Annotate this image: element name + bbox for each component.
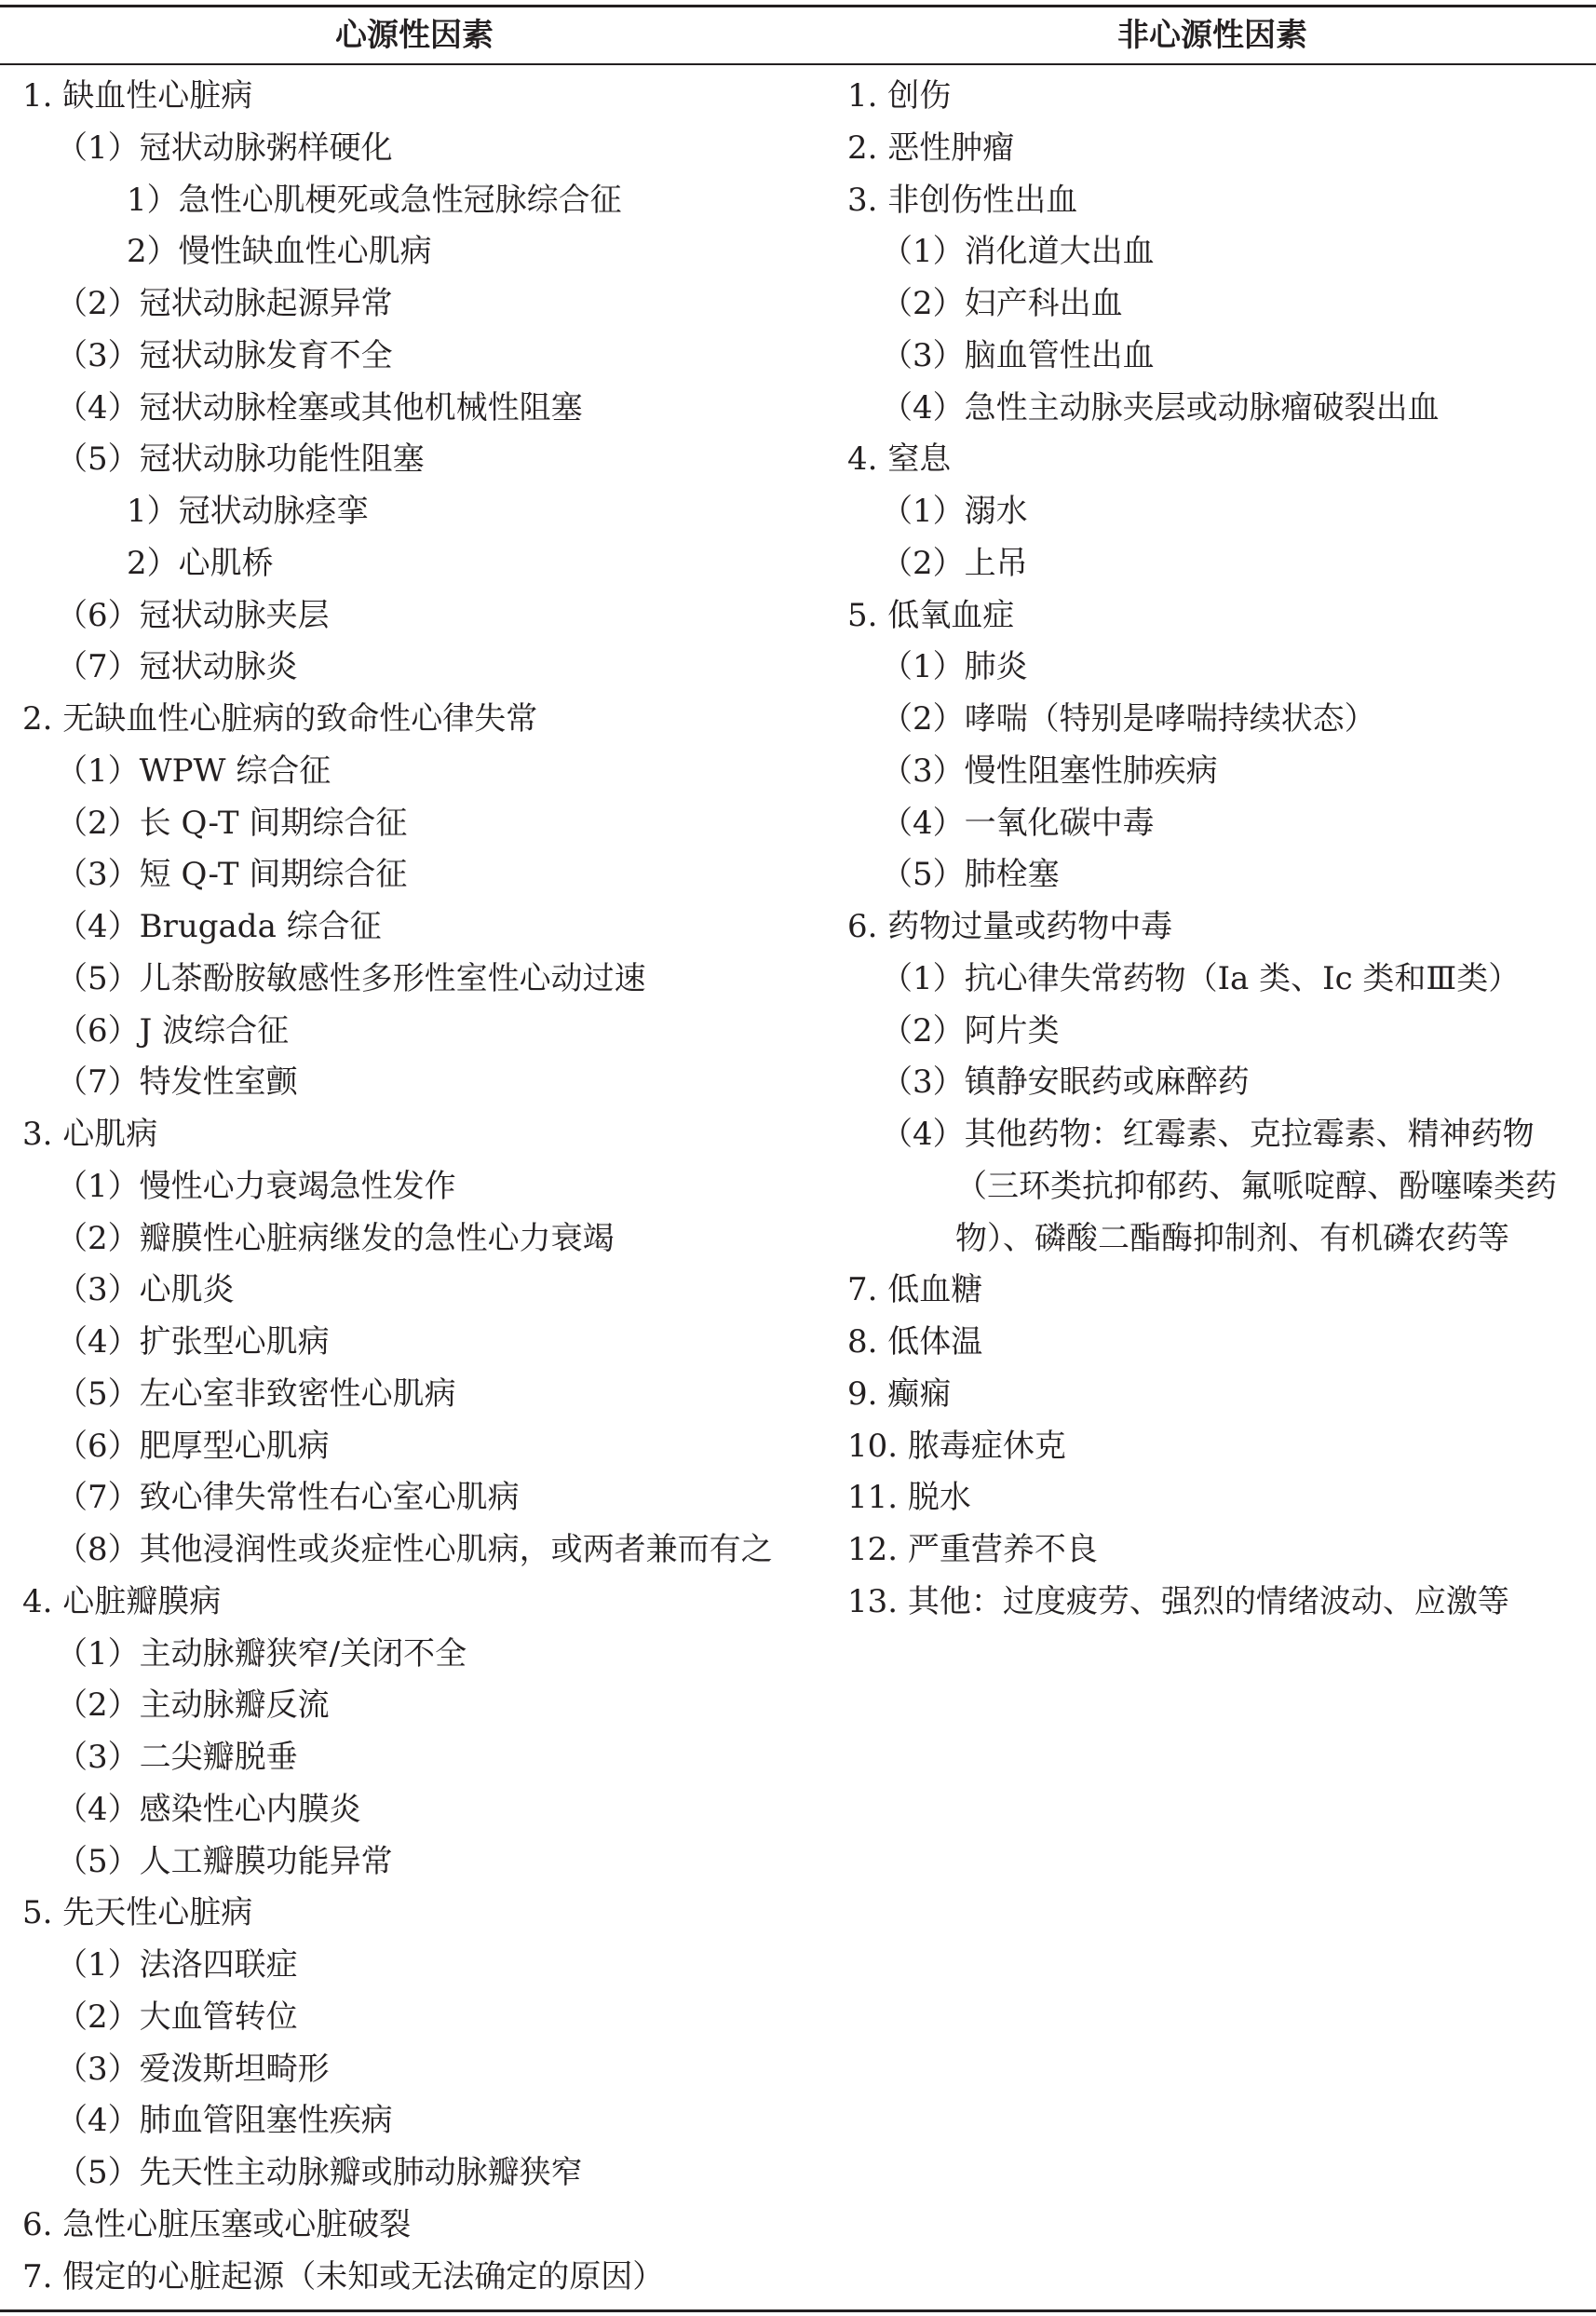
list-item: 5. 低氧血症 xyxy=(847,596,1015,634)
list-item: （4）其他药物：红霉素、克拉霉素、精神药物 xyxy=(881,1116,1535,1153)
list-item: （2）主动脉瓣反流 xyxy=(56,1686,330,1725)
list-item: （4）感染性心内膜炎 xyxy=(56,1790,361,1828)
list-item: 3. 心肌病 xyxy=(22,1116,158,1153)
list-item: 1）冠状动脉痉挛 xyxy=(127,493,369,530)
list-item: 4. 心脏瓣膜病 xyxy=(22,1582,222,1620)
list-item: 8. 低体温 xyxy=(847,1323,983,1361)
list-item: （3）脑血管性出血 xyxy=(881,336,1155,374)
list-item: （2）妇产科出血 xyxy=(881,285,1123,322)
list-item: （7）特发性室颤 xyxy=(56,1063,298,1102)
list-item: （3）二尖瓣脱垂 xyxy=(56,1739,298,1776)
list-item: 2. 恶性肿瘤 xyxy=(847,129,1015,167)
list-item: （3）爱泼斯坦畸形 xyxy=(56,2050,330,2088)
list-item: （5）儿茶酚胺敏感性多形性室性心动过速 xyxy=(56,959,646,997)
table-top-rule xyxy=(0,5,1596,7)
list-item: 9. 癫痫 xyxy=(847,1375,952,1413)
table-bottom-rule xyxy=(0,2309,1596,2312)
list-item: （4）急性主动脉夹层或动脉瘤破裂出血 xyxy=(881,388,1440,427)
list-item: 1）急性心肌梗死或急性冠脉综合征 xyxy=(127,181,622,219)
list-item: （1）肺炎 xyxy=(881,648,1028,686)
list-item: 11. 脱水 xyxy=(847,1479,971,1517)
list-item: （5）先天性主动脉瓣或肺动脉瓣狭窄 xyxy=(56,2154,583,2191)
list-item: 7. 低血糖 xyxy=(847,1271,983,1309)
list-item: 6. 药物过量或药物中毒 xyxy=(847,908,1173,945)
list-item: （6）肥厚型心肌病 xyxy=(56,1427,330,1465)
column-header-cardiac: 心源性因素 xyxy=(335,17,494,54)
list-item: （4）肺血管阻塞性疾病 xyxy=(56,2102,393,2140)
list-item: 13. 其他：过度疲劳、强烈的情绪波动、应激等 xyxy=(847,1582,1509,1620)
list-item: 物）、磷酸二酯酶抑制剂、有机磷农药等 xyxy=(955,1219,1509,1257)
list-item: （1）WPW 综合征 xyxy=(56,752,331,790)
list-item: 6. 急性心脏压塞或心脏破裂 xyxy=(22,2205,412,2243)
list-item: （5）人工瓣膜功能异常 xyxy=(56,1842,393,1880)
list-item: 3. 非创伤性出血 xyxy=(847,181,1078,219)
list-item: （3）冠状动脉发育不全 xyxy=(56,336,393,374)
list-item: 2. 无缺血性心脏病的致命性心律失常 xyxy=(22,700,538,738)
list-item: 1. 创伤 xyxy=(847,77,952,115)
list-item: 2）慢性缺血性心肌病 xyxy=(127,233,432,271)
list-item: （7）致心律失常性右心室心肌病 xyxy=(56,1479,520,1517)
list-item: （5）左心室非致密性心肌病 xyxy=(56,1375,456,1413)
list-item: （3）慢性阻塞性肺疾病 xyxy=(881,752,1218,790)
list-item: （5）冠状动脉功能性阻塞 xyxy=(56,440,425,479)
list-item: （4）Brugada 综合征 xyxy=(56,908,382,945)
list-item: （8）其他浸润性或炎症性心肌病，或两者兼而有之 xyxy=(56,1531,773,1568)
list-item: （2）上吊 xyxy=(881,544,1028,582)
list-item: （1）冠状动脉粥样硬化 xyxy=(56,129,393,167)
list-item: （6）冠状动脉夹层 xyxy=(56,596,330,634)
list-item: （2）长 Q-T 间期综合征 xyxy=(56,804,408,842)
list-item: （2）哮喘（特别是哮喘持续状态） xyxy=(881,700,1376,738)
list-item: 1. 缺血性心脏病 xyxy=(22,77,253,115)
list-item: （7）冠状动脉炎 xyxy=(56,648,298,686)
list-item: （1）消化道大出血 xyxy=(881,233,1155,271)
list-item: 10. 脓毒症休克 xyxy=(847,1427,1066,1465)
list-item: （1）溺水 xyxy=(881,493,1028,530)
list-item: （2）瓣膜性心脏病继发的急性心力衰竭 xyxy=(56,1219,615,1257)
list-item: 4. 窒息 xyxy=(847,440,952,479)
list-item: 12. 严重营养不良 xyxy=(847,1531,1098,1568)
list-item: （5）肺栓塞 xyxy=(881,856,1060,894)
list-item: （3）镇静安眠药或麻醉药 xyxy=(881,1063,1250,1102)
list-item: （4）冠状动脉栓塞或其他机械性阻塞 xyxy=(56,388,583,427)
list-item: （3）短 Q-T 间期综合征 xyxy=(56,856,408,894)
list-item: 2）心肌桥 xyxy=(127,544,274,582)
list-item: 5. 先天性心脏病 xyxy=(22,1894,253,1932)
list-item: （2）大血管转位 xyxy=(56,1998,298,2036)
list-item: （1）法洛四联症 xyxy=(56,1946,298,1984)
header-divider-rule xyxy=(0,63,1596,65)
list-item: （4）扩张型心肌病 xyxy=(56,1323,330,1361)
list-item: （1）抗心律失常药物（Ⅰa 类、Ⅰc 类和Ⅲ类） xyxy=(881,959,1521,997)
list-item: （2）冠状动脉起源异常 xyxy=(56,285,393,322)
list-item: （1）慢性心力衰竭急性发作 xyxy=(56,1167,456,1205)
list-item: （1）主动脉瓣狭窄/关闭不全 xyxy=(56,1634,467,1673)
list-item: （三环类抗抑郁药、氟哌啶醇、酚噻嗪类药 xyxy=(955,1167,1557,1205)
list-item: （4）一氧化碳中毒 xyxy=(881,804,1155,842)
noncardiac-causes-column xyxy=(847,71,1583,1629)
list-item: （6）J 波综合征 xyxy=(56,1011,290,1050)
column-header-noncardiac: 非心源性因素 xyxy=(1117,17,1307,54)
list-item: （3）心肌炎 xyxy=(56,1271,235,1309)
list-item: 7. 假定的心脏起源（未知或无法确定的原因） xyxy=(22,2257,665,2296)
cardiac-causes-column xyxy=(22,71,823,2303)
list-item: （2）阿片类 xyxy=(881,1011,1060,1050)
